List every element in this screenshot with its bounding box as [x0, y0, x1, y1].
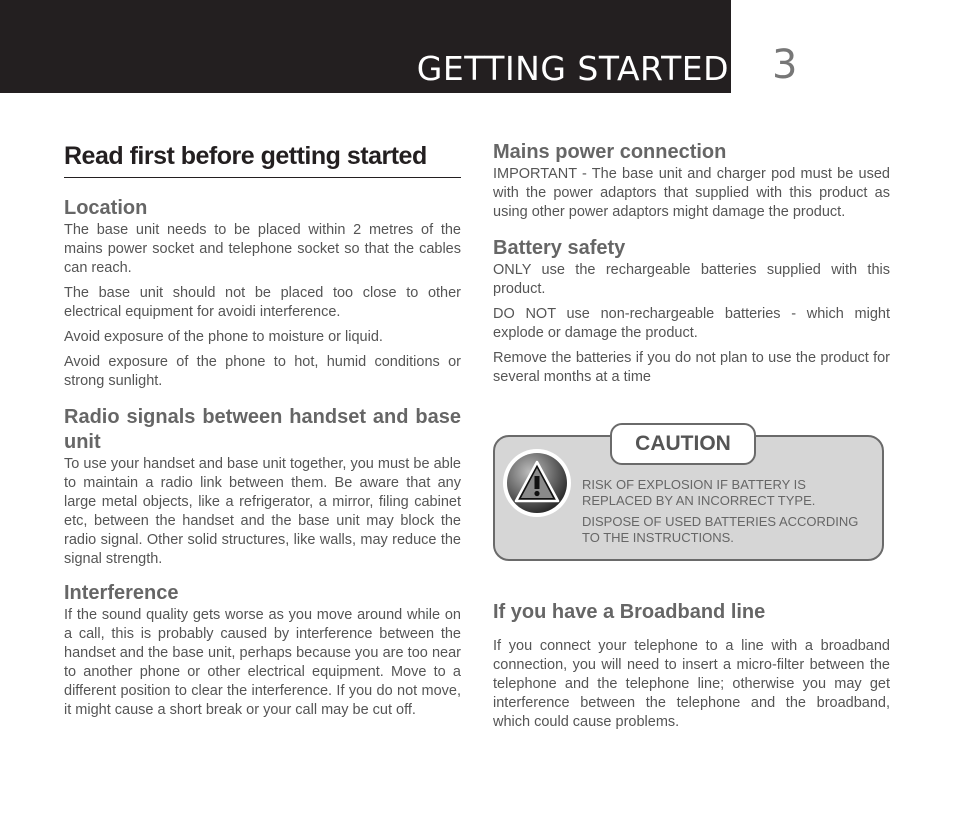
battery-safety-paragraph: Remove the batteries if you do not plan to use the product for several months at a time	[493, 350, 890, 385]
battery-safety-title: Battery safety	[493, 237, 626, 259]
mains-power-paragraph: IMPORTANT - The base unit and charger pod must be used with the power adaptors that supplied with this product as using other power adaptors might damage the product.	[493, 166, 890, 220]
warning-icon	[501, 447, 573, 519]
mains-power-title: Mains power connection	[493, 141, 727, 163]
caution-label: CAUTION	[610, 423, 756, 465]
battery-safety-section	[493, 236, 890, 387]
broadband-section	[493, 600, 890, 732]
interference-paragraph: If the sound quality gets worse as you move around while on a call, this is probably caused by interference between the handset and the base unit, perhaps because you are too near to another phone or other electrical equipment. Move to a different position to clear the interference. If you do not move, it might cause a short break or your call may be cut off.	[64, 606, 461, 718]
radio-signals-paragraph: To use your handset and base unit together, you must be able to maintain a radio link between them. Be aware that any large metal objects, like a refrigerator, a mirror, filing cabinet etc, between the handset and the base unit may block the radio signal. Other solid structures, like walls, may reduce the signal strength.	[64, 455, 461, 567]
location-paragraph: Avoid exposure of the phone to hot, humid conditions or strong sunlight.	[64, 353, 461, 389]
caution-line: RISK OF EXPLOSION IF BATTERY IS REPLACED BY AN INCORRECT TYPE.	[582, 477, 816, 508]
broadband-title: If you have a Broadband line	[493, 601, 766, 623]
radio-signals-section	[64, 405, 461, 569]
broadband-paragraph: If you connect your telephone to a line with a broadband connection, you will need to insert a micro-filter between the telephone and the telephone line; otherwise you may get interference between the telephone and the broadband, which could cause problems.	[493, 638, 890, 730]
caution-box	[493, 432, 884, 561]
left-column	[64, 140, 461, 720]
header-bar	[0, 0, 731, 93]
radio-signals-title: Radio signals between handset and base unit	[64, 405, 461, 453]
section-heading: Read first before getting started	[64, 140, 461, 178]
battery-safety-paragraph: ONLY use the rechargeable batteries supplied with this product.	[493, 262, 890, 297]
mains-power-section	[493, 140, 890, 222]
location-section	[64, 196, 461, 391]
interference-title: Interference	[64, 581, 179, 604]
caution-line: DISPOSE OF USED BATTERIES ACCORDING TO THE INSTRUCTIONS.	[582, 514, 859, 545]
chapter-number: 3	[772, 42, 798, 88]
location-title: Location	[64, 196, 148, 219]
page-title: GETTING STARTED	[416, 49, 729, 88]
location-paragraph: The base unit needs to be placed within 2 metres of the mains power socket and telephone socket so that the cables can reach.	[64, 221, 461, 276]
location-paragraph: The base unit should not be placed too close to other electrical equipment for avoidi interference.	[64, 284, 461, 320]
caution-text	[582, 477, 872, 545]
interference-section	[64, 581, 461, 720]
battery-safety-paragraph: DO NOT use non-rechargeable batteries - which might explode or damage the product.	[493, 306, 890, 341]
location-paragraph: Avoid exposure of the phone to moisture or liquid.	[64, 328, 383, 345]
